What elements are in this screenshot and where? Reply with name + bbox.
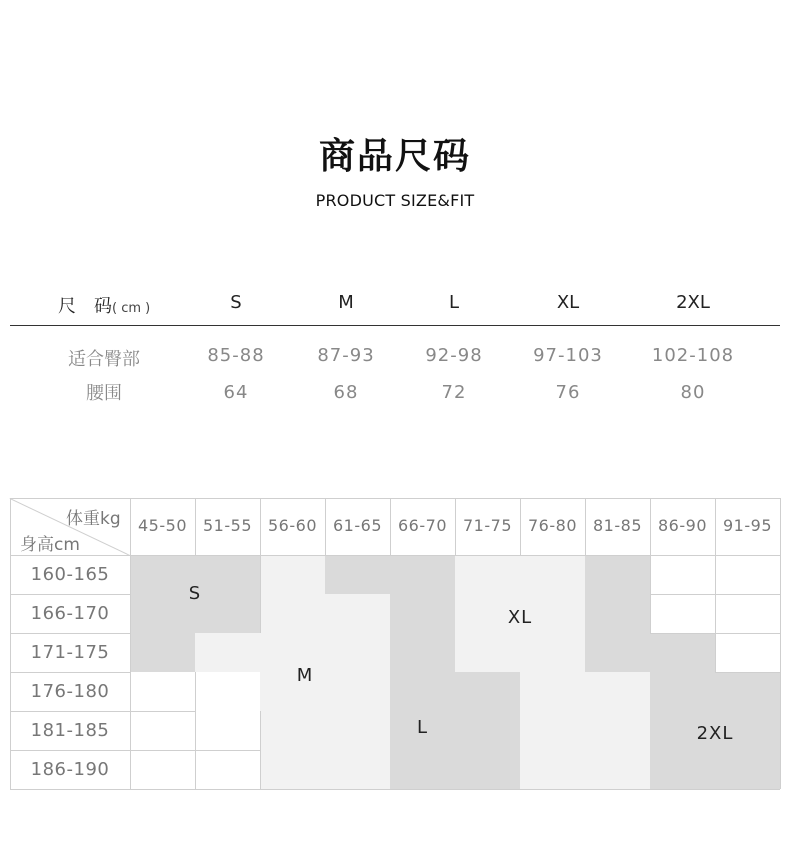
page-subtitle: PRODUCT SIZE&FIT — [315, 191, 475, 210]
weight-header: 91-95 — [723, 516, 772, 535]
zone-label-m: M — [296, 665, 314, 686]
grid-line — [650, 594, 780, 595]
waist-value-xl: 76 — [555, 382, 581, 403]
grid-line — [10, 594, 130, 595]
grid-line — [10, 711, 130, 712]
height-label: 176-180 — [30, 681, 110, 702]
height-label: 181-185 — [30, 720, 110, 741]
grid-line — [715, 555, 716, 672]
weight-header: 61-65 — [333, 516, 382, 535]
size-zone-l — [325, 555, 455, 594]
size-zone-xl — [520, 672, 650, 789]
waist-value-2xl: 80 — [680, 382, 706, 403]
corner-height-label: 身高cm — [20, 535, 80, 555]
weight-header: 86-90 — [658, 516, 707, 535]
weight-header: 56-60 — [268, 516, 317, 535]
size-header-xl: XL — [556, 292, 580, 313]
zone-label-2xl: 2XL — [696, 723, 734, 744]
weight-header: 76-80 — [528, 516, 577, 535]
grid-line — [10, 672, 130, 673]
size-header-2xl: 2XL — [676, 292, 710, 313]
hip-value-s: 85-88 — [207, 345, 265, 366]
grid-line — [130, 711, 195, 712]
height-label: 166-170 — [30, 603, 110, 624]
size-zone-xxl — [585, 555, 650, 672]
grid-line — [195, 672, 196, 789]
size-header-m: M — [338, 292, 354, 313]
height-label: 186-190 — [30, 759, 110, 780]
size-zone-s — [130, 633, 195, 672]
grid-line — [260, 555, 261, 633]
weight-header: 71-75 — [463, 516, 512, 535]
height-label: 171-175 — [30, 642, 110, 663]
weight-header: 66-70 — [398, 516, 447, 535]
corner-weight-label: 体重kg — [66, 509, 121, 529]
row-label-hip: 适合臀部 — [68, 349, 140, 370]
grid-line — [10, 498, 780, 499]
hip-value-l: 92-98 — [425, 345, 483, 366]
grid-line — [10, 555, 780, 556]
waist-value-s: 64 — [223, 382, 249, 403]
size-header-s: S — [230, 292, 242, 313]
size-label-unit: ( cm ) — [112, 301, 151, 316]
size-zone-l — [390, 594, 455, 789]
hip-value-xl: 97-103 — [533, 345, 603, 366]
grid-line — [130, 498, 131, 789]
weight-header: 51-55 — [203, 516, 252, 535]
grid-line — [10, 633, 130, 634]
grid-line — [10, 750, 130, 751]
grid-line — [715, 672, 780, 673]
height-label: 160-165 — [30, 564, 110, 585]
grid-line — [130, 750, 260, 751]
zone-label-l: L — [416, 717, 429, 738]
zone-label-xl: XL — [507, 607, 533, 628]
hip-value-2xl: 102-108 — [651, 345, 735, 366]
waist-value-m: 68 — [333, 382, 359, 403]
grid-line — [650, 633, 780, 634]
size-zone-l — [455, 672, 520, 789]
size-zone-m — [325, 594, 390, 789]
weight-header: 81-85 — [593, 516, 642, 535]
grid-line — [260, 711, 261, 789]
size-zone-xxl — [650, 633, 715, 672]
row-label-waist: 腰围 — [86, 383, 122, 404]
grid-line — [780, 498, 781, 789]
hip-value-m: 87-93 — [317, 345, 375, 366]
waist-value-l: 72 — [441, 382, 467, 403]
zone-label-s: S — [188, 583, 202, 604]
size-label-text: 尺 码 — [58, 296, 112, 317]
grid-line — [10, 789, 780, 790]
weight-header: 45-50 — [138, 516, 187, 535]
page-title: 商品尺码 — [318, 136, 471, 177]
size-header-l: L — [448, 292, 460, 313]
